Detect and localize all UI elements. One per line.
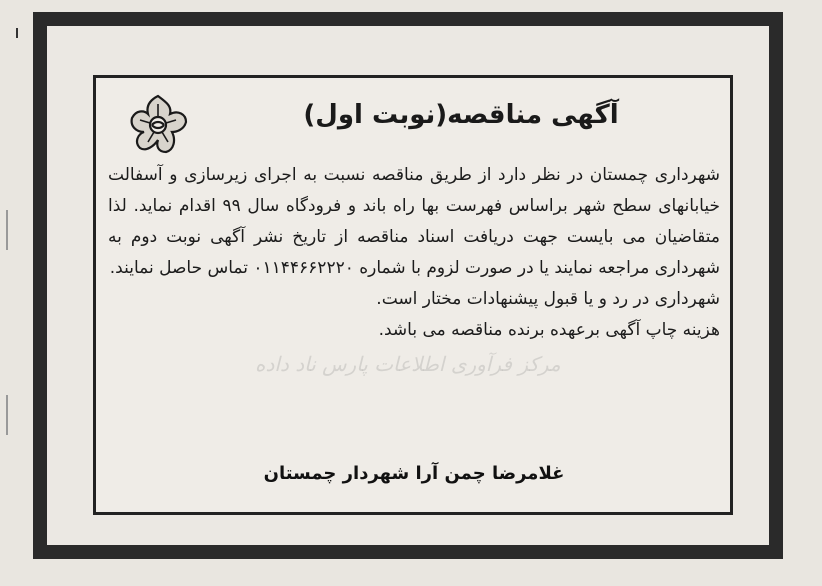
notice-cost-clause: هزینه چاپ آگهی برعهده برنده مناقصه می باشد. [378, 320, 720, 340]
notice-title: آگهی مناقصه(نوبت اول) [303, 100, 619, 130]
margin-mark [16, 28, 18, 38]
municipality-emblem-icon [126, 92, 190, 156]
watermark-text: مرکز فرآوری اطلاعات پارس ناد داده [255, 352, 561, 376]
notice-rejection-clause: شهرداری در رد و یا قبول پیشنهادات مختار است. [376, 289, 720, 309]
notice-signature: غلامرضا چمن آرا شهردار چمستان [263, 463, 565, 484]
notice-main-paragraph: شهرداری چمستان در نظر دارد از طریق مناقصه نسبت به اجرای زیرسازی و آسفالت خیابانهای سطح شهر براساس فهرست بها راه باند و فرودگاه سال ۹۹ اقدام نماید. لذا متقاضیان می بایست جهت دریافت اسناد مناقصه از تاریخ نشر آگهی نوبت دوم به شهرداری مراجعه نمایند یا در صورت لزوم با شماره ۰۱۱۴۴۶۶۲۲۲۰ تماس حاصل نمایند. [108, 165, 720, 278]
notice-body [108, 160, 720, 346]
margin-mark [6, 210, 8, 250]
margin-mark [6, 395, 8, 435]
